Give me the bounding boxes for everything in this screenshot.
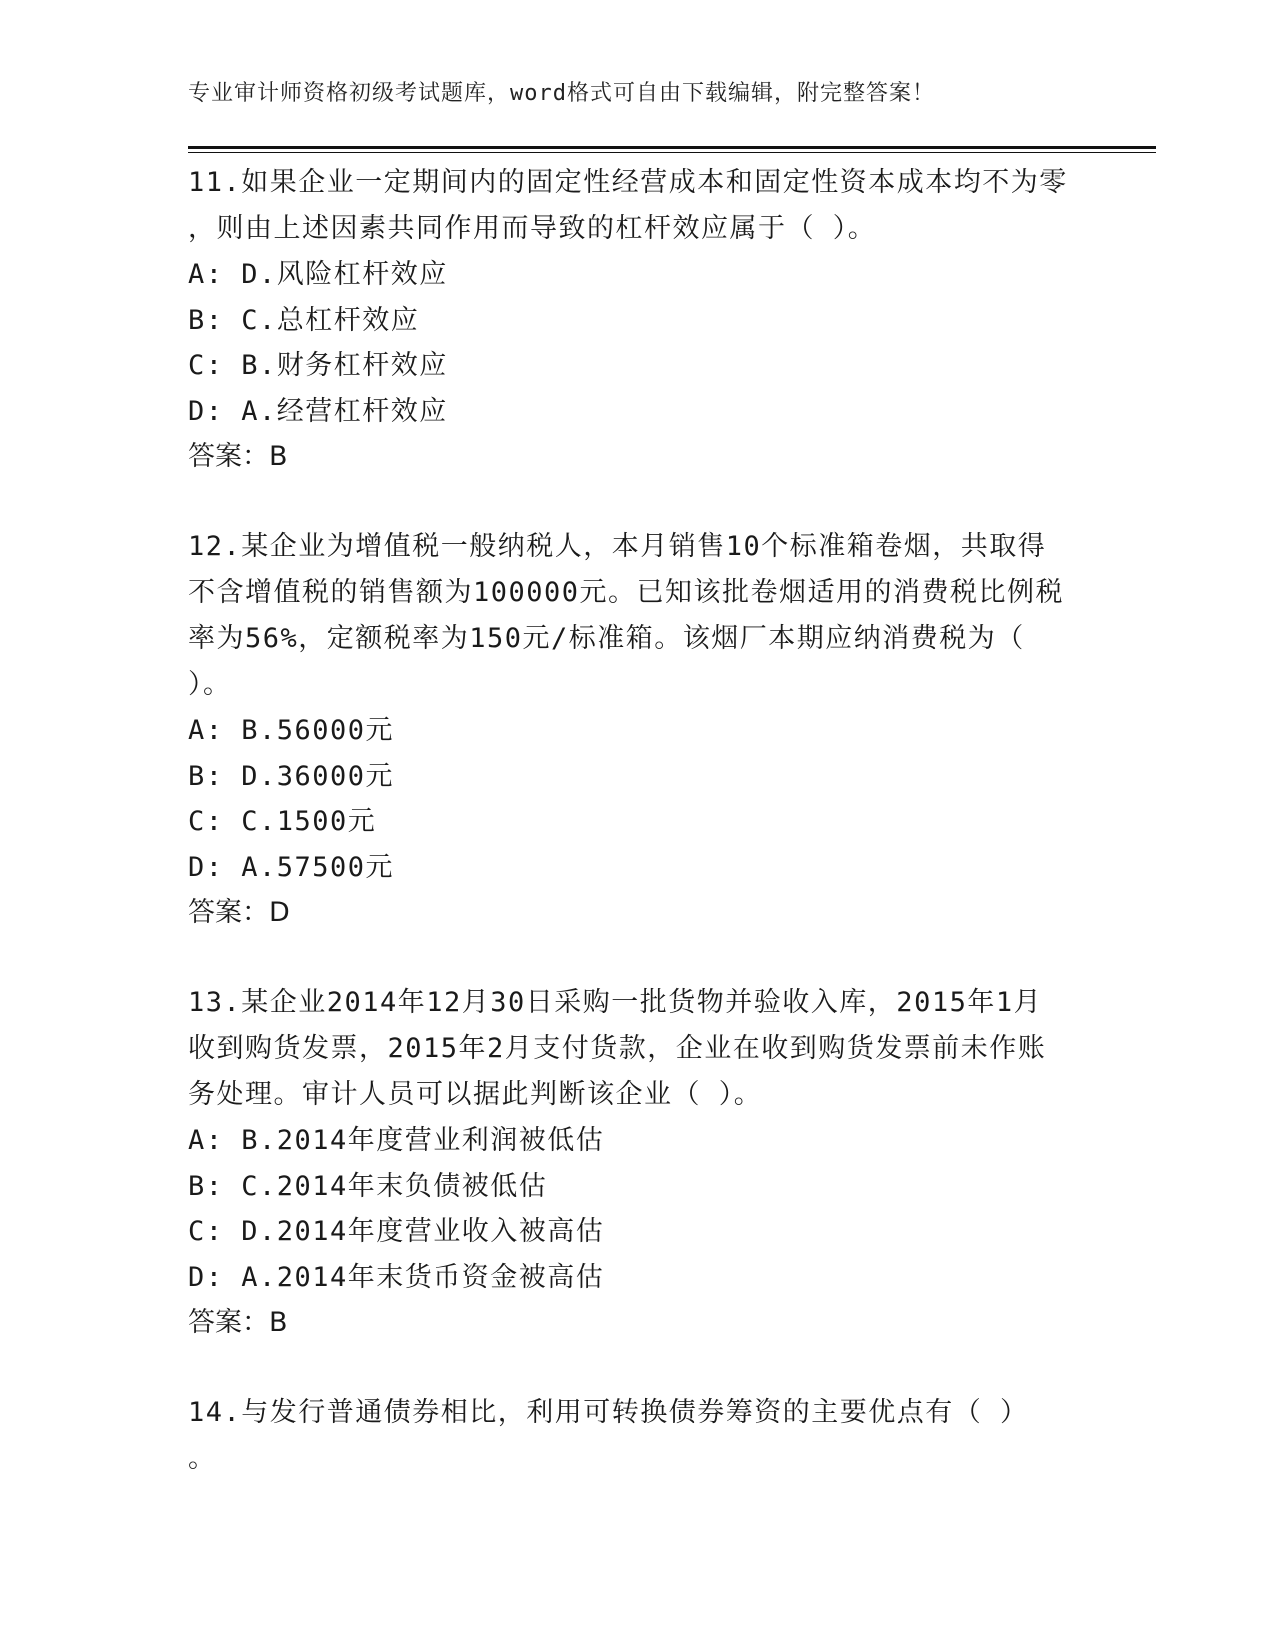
question-14 [188, 1390, 1088, 1482]
option-b: B: C.2014年末负债被低估 [188, 1170, 548, 1202]
question-13 [188, 980, 1088, 1346]
option-c: C: D.2014年度营业收入被高估 [188, 1216, 605, 1247]
option-a: A: B.56000元 [188, 715, 395, 746]
question-text-line: 11.如果企业一定期间内的固定性经营成本和固定性资本成本均不为零 [188, 167, 1068, 198]
question-text-line: 率为56%，定额税率为150元/标准箱。该烟厂本期应纳消费税为（ [188, 623, 1025, 654]
question-text-line: ）。 [188, 669, 232, 700]
header-rule-thick [188, 146, 1156, 149]
header-rule-thin [188, 152, 1156, 153]
answer: 答案：B [188, 1307, 288, 1338]
page-header: 专业审计师资格初级考试题库，word格式可自由下载编辑，附完整答案！ [188, 81, 935, 106]
question-text-line: 13.某企业2014年12月30日采购一批货物并验收入库，2015年1月 [188, 987, 1043, 1018]
option-d: D: A.2014年末货币资金被高估 [188, 1261, 605, 1293]
question-text-line: 12.某企业为增值税一般纳税人，本月销售10个标准箱卷烟，共取得 [188, 531, 1047, 562]
question-text-line: 。 [188, 1443, 217, 1474]
question-text-line: ，则由上述因素共同作用而导致的杠杆效应属于（ ）。 [188, 213, 877, 244]
option-c: C: B.财务杠杆效应 [188, 350, 448, 381]
option-d: D: A.经营杠杆效应 [188, 395, 448, 427]
answer: 答案：D [188, 897, 290, 928]
option-a: A: D.风险杠杆效应 [188, 259, 448, 290]
question-12 [188, 524, 1088, 936]
question-text-line: 不含增值税的销售额为100000元。已知该批卷烟适用的消费税比例税 [188, 577, 1065, 608]
option-d: D: A.57500元 [188, 851, 395, 883]
question-text-line: 收到购货发票，2015年2月支付货款，企业在收到购货发票前未作账 [188, 1033, 1047, 1064]
question-11 [188, 160, 1088, 480]
question-list [188, 160, 1088, 1482]
answer: 答案：B [188, 441, 288, 472]
question-text-line: 14.与发行普通债券相比，利用可转换债券筹资的主要优点有（ ） [188, 1397, 1029, 1428]
option-a: A: B.2014年度营业利润被低估 [188, 1125, 605, 1156]
option-b: B: D.36000元 [188, 760, 395, 792]
question-text-line: 务处理。审计人员可以据此判断该企业（ ）。 [188, 1079, 763, 1110]
option-c: C: C.1500元 [188, 806, 377, 837]
option-b: B: C.总杠杆效应 [188, 304, 420, 336]
